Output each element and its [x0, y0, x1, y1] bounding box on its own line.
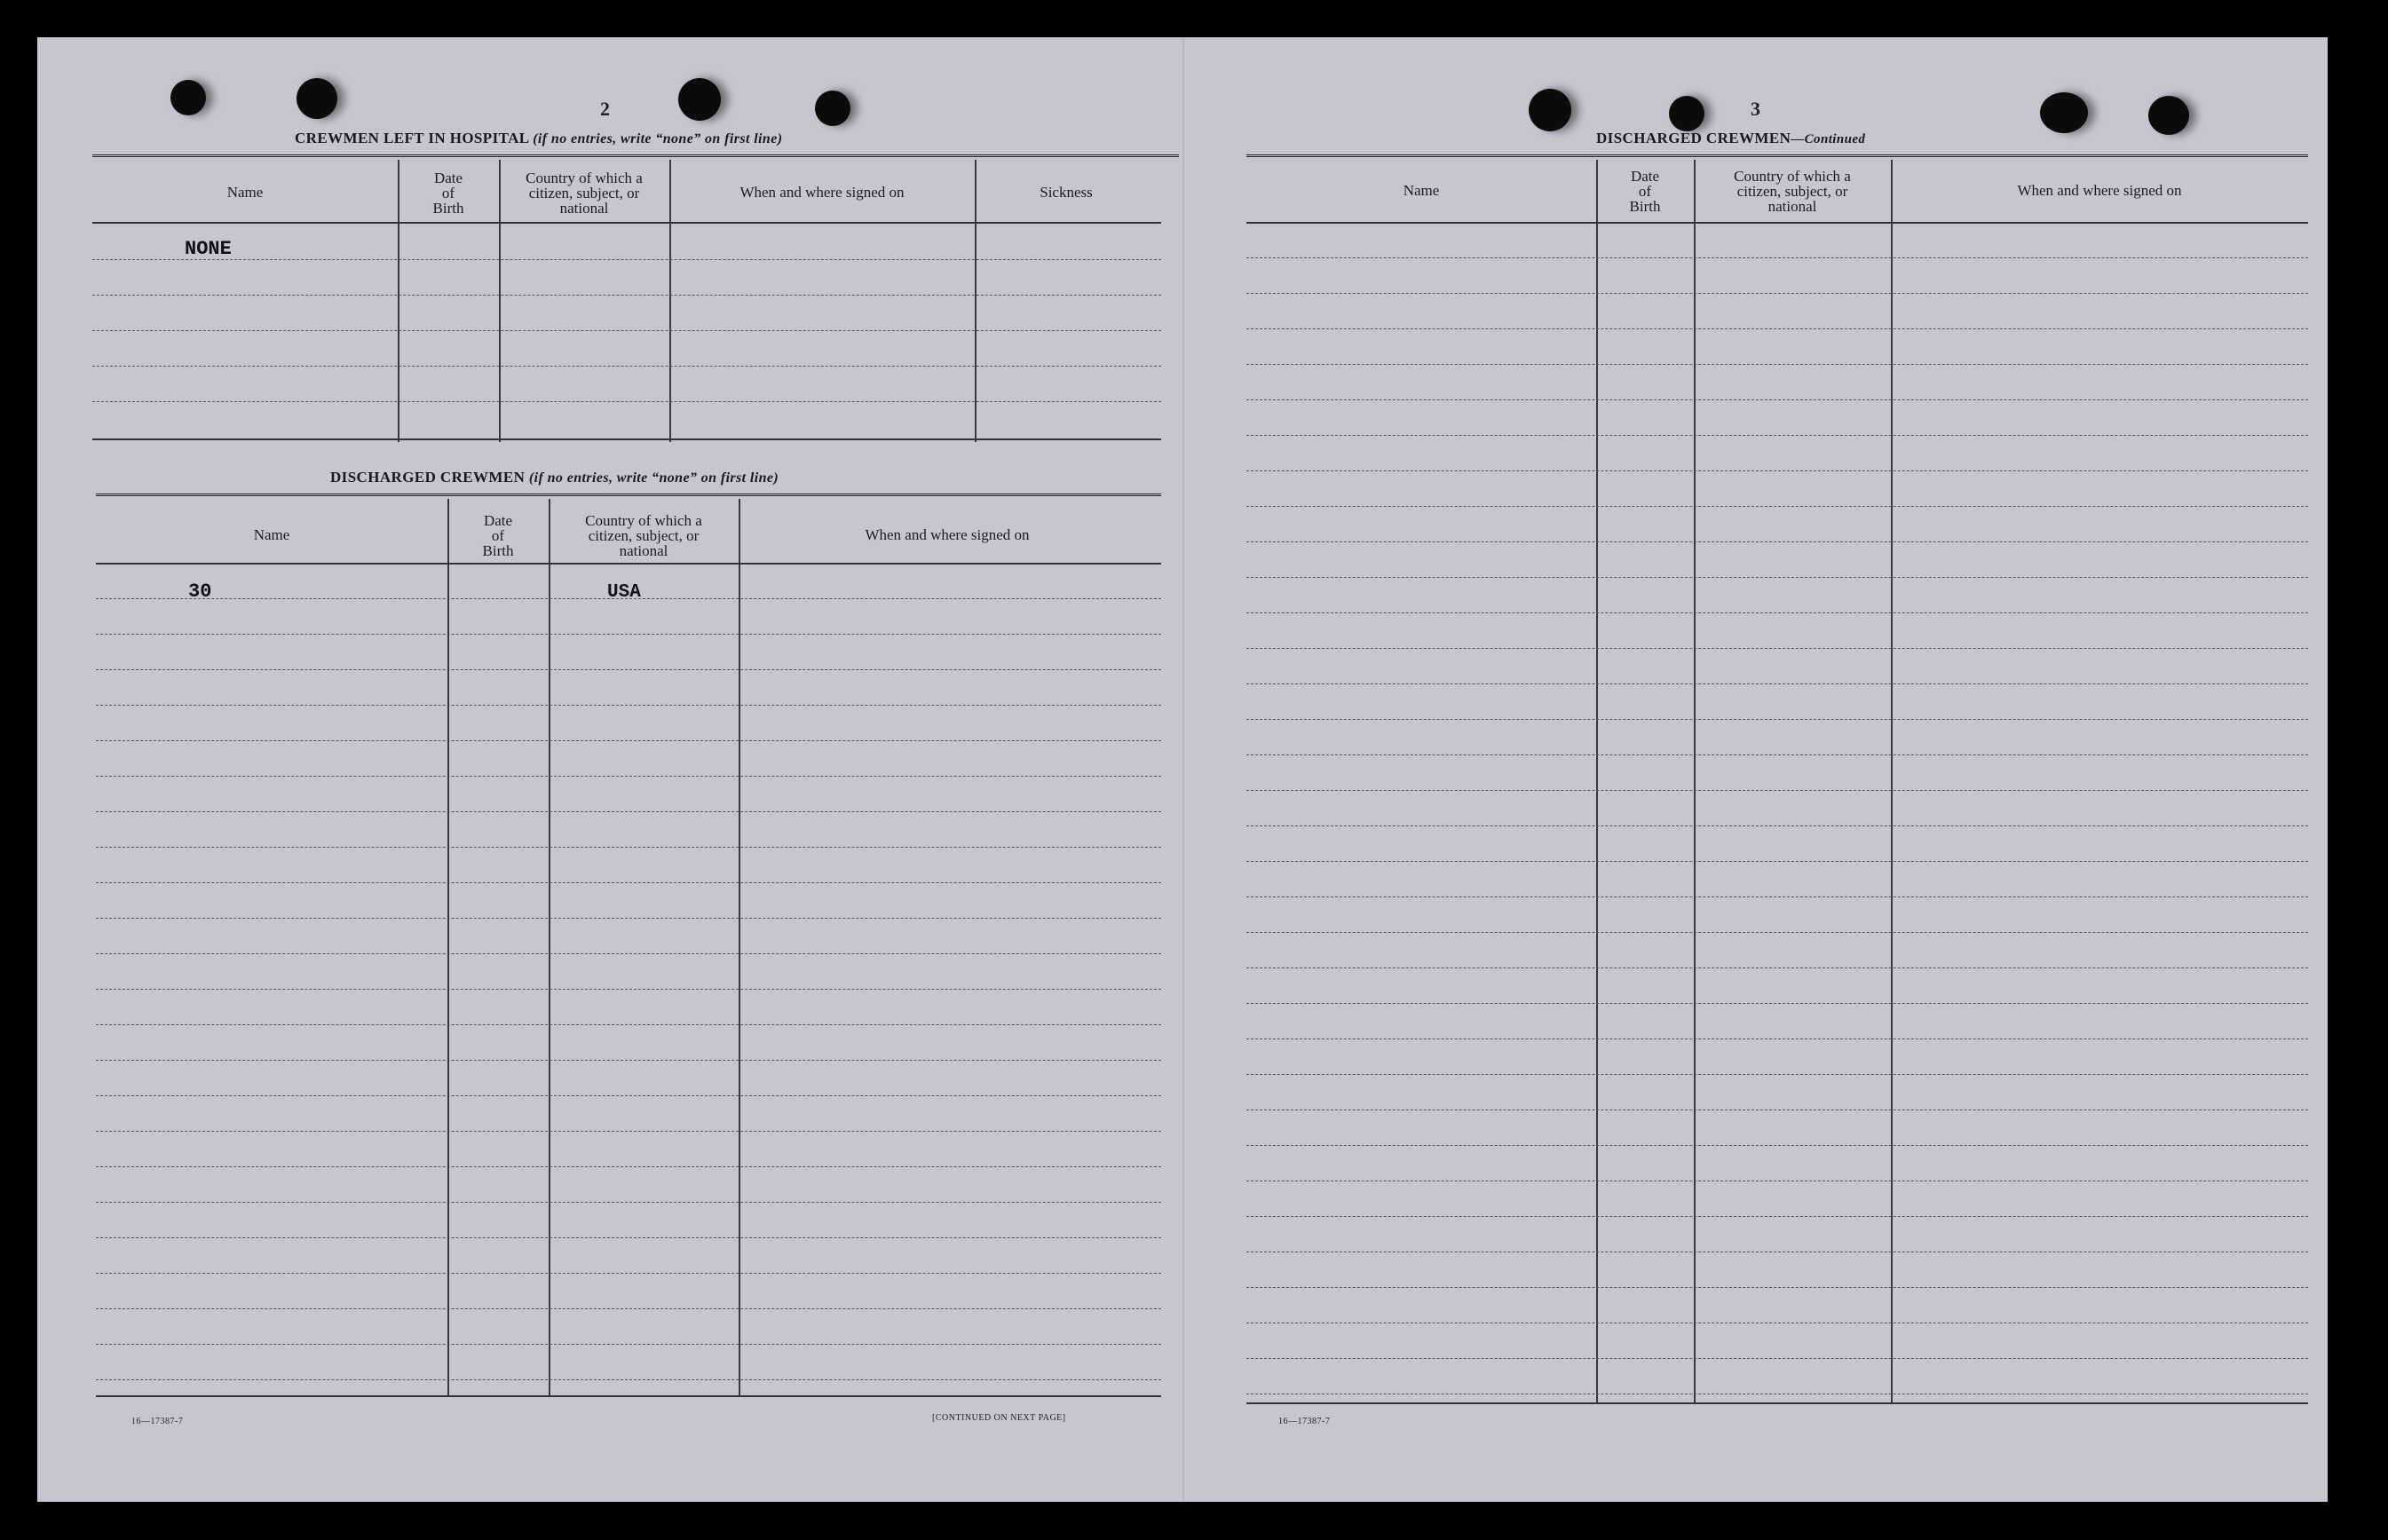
hospital-title-text: CREWMEN LEFT IN HOSPITAL	[295, 130, 529, 146]
entry-row-line	[1246, 754, 2308, 755]
entry-row-line	[96, 1095, 1161, 1096]
hospital-row-line	[92, 401, 1161, 402]
hospital-row-line	[92, 330, 1161, 331]
entry-row-line	[1246, 506, 2308, 507]
hospital-title-note: (if no entries, write “none” on first line)	[533, 131, 783, 146]
entry-row-line	[1246, 825, 2308, 826]
hospital-col-sickness: Sickness	[1040, 184, 1093, 201]
punch-hole	[678, 78, 721, 121]
entry-row-line	[96, 740, 1161, 741]
entry-row-line	[96, 989, 1161, 990]
discharged-entry-country: USA	[607, 582, 641, 603]
entry-row-line	[96, 634, 1161, 635]
discharged-col-country: Country of which a citizen, subject, or national	[585, 512, 702, 559]
punch-hole	[2040, 92, 2088, 133]
discharged-title-note: (if no entries, write “none” on first line)	[528, 470, 779, 486]
right-top-rule	[1246, 154, 2308, 157]
hospital-entry-none: NONE	[185, 238, 232, 260]
entry-row-line	[1246, 293, 2308, 294]
entry-row-line	[1246, 1358, 2308, 1359]
entry-row-line	[96, 1237, 1161, 1238]
discharged-continued-suffix: —Continued	[1791, 132, 1866, 146]
discharged-col-name: Name	[253, 526, 290, 543]
entry-row-line	[1246, 932, 2308, 933]
discharged-continued-title	[1596, 130, 1865, 147]
page-fold	[1182, 37, 1184, 1502]
entry-row-line	[96, 1379, 1161, 1380]
entry-row-line	[1246, 612, 2308, 613]
entry-row-line	[1246, 648, 2308, 649]
entry-row-line	[1246, 967, 2308, 968]
right-col-country: Country of which a citizen, subject, or national	[1734, 168, 1851, 215]
table-bottom-rule	[1246, 1402, 2308, 1404]
hospital-row-line	[92, 259, 1161, 260]
discharged-title-text: DISCHARGED CREWMEN	[330, 469, 526, 486]
entry-row-line	[1246, 1216, 2308, 1217]
right-col-dob: Date of Birth	[1629, 168, 1661, 215]
punch-hole	[815, 91, 850, 126]
discharged-col-dob: Date of Birth	[482, 512, 514, 559]
entry-row-line	[96, 776, 1161, 777]
discharged-continued-text: DISCHARGED CREWMEN	[1596, 130, 1791, 146]
entry-row-line	[96, 811, 1161, 812]
form-code-left: 16—17387-7	[131, 1417, 184, 1426]
hospital-bottom-rule	[92, 438, 1161, 440]
entry-row-line	[1246, 790, 2308, 791]
hospital-col-signed-on: When and where signed on	[739, 184, 905, 201]
entry-row-line	[1246, 470, 2308, 471]
hospital-col-divider	[669, 160, 671, 442]
entry-row-line	[1246, 896, 2308, 897]
entry-row-line	[96, 1166, 1161, 1167]
hospital-section-title	[295, 130, 782, 147]
hospital-col-country: Country of which a citizen, subject, or national	[526, 170, 643, 217]
hospital-row-line	[92, 366, 1161, 367]
right-col-signed-on: When and where signed on	[2017, 182, 2182, 199]
punch-hole	[1529, 89, 1571, 131]
punch-hole	[1669, 96, 1704, 131]
discharged-header-rule	[96, 563, 1161, 565]
entry-row-line	[1246, 1003, 2308, 1004]
entry-row-line	[96, 1273, 1161, 1274]
entry-row-line	[1246, 1074, 2308, 1075]
entry-row-line	[1246, 399, 2308, 400]
hospital-header-rule	[92, 222, 1161, 224]
discharged-top-rule	[96, 494, 1161, 496]
entry-row-line	[96, 1131, 1161, 1132]
entry-row-line	[1246, 541, 2308, 542]
hospital-top-rule	[92, 154, 1179, 157]
punch-hole	[170, 80, 206, 115]
entry-row-line	[1246, 683, 2308, 684]
entry-row-line	[96, 918, 1161, 919]
entry-row-line	[1246, 577, 2308, 578]
hospital-col-name: Name	[226, 184, 264, 201]
entry-row-line	[1246, 435, 2308, 436]
document-sheet	[37, 37, 2328, 1502]
page-number-right: 3	[1751, 98, 1760, 120]
continued-note: [CONTINUED ON NEXT PAGE]	[932, 1413, 1066, 1423]
entry-row-line	[96, 1202, 1161, 1203]
hospital-row-line	[92, 295, 1161, 296]
entry-row-line	[1246, 1287, 2308, 1288]
form-code-right: 16—17387-7	[1278, 1417, 1331, 1426]
page-number-left: 2	[600, 98, 610, 120]
discharged-section-title	[330, 469, 779, 486]
entry-row-line	[96, 847, 1161, 848]
entry-row-line	[1246, 328, 2308, 329]
entry-row-line	[96, 1060, 1161, 1061]
entry-row-line	[96, 669, 1161, 670]
punch-hole	[2148, 96, 2189, 135]
entry-row-line	[1246, 257, 2308, 258]
entry-row-line	[96, 1344, 1161, 1345]
entry-row-line	[1246, 719, 2308, 720]
entry-row-line	[96, 953, 1161, 954]
entry-row-line	[1246, 1145, 2308, 1146]
hospital-col-divider	[975, 160, 977, 442]
punch-hole	[297, 78, 337, 119]
entry-row-line	[1246, 861, 2308, 862]
entry-row-line	[96, 1308, 1161, 1309]
right-header-rule	[1246, 222, 2308, 224]
entry-row-line	[96, 882, 1161, 883]
hospital-col-dob: Date of Birth	[432, 170, 464, 217]
entry-row-line	[1246, 364, 2308, 365]
discharged-entry-name: 30	[188, 580, 212, 603]
entry-row-line	[96, 1024, 1161, 1025]
discharged-col-signed-on: When and where signed on	[865, 526, 1030, 543]
table-bottom-rule	[96, 1395, 1161, 1397]
right-col-name: Name	[1403, 182, 1440, 199]
entry-row-line	[96, 705, 1161, 706]
